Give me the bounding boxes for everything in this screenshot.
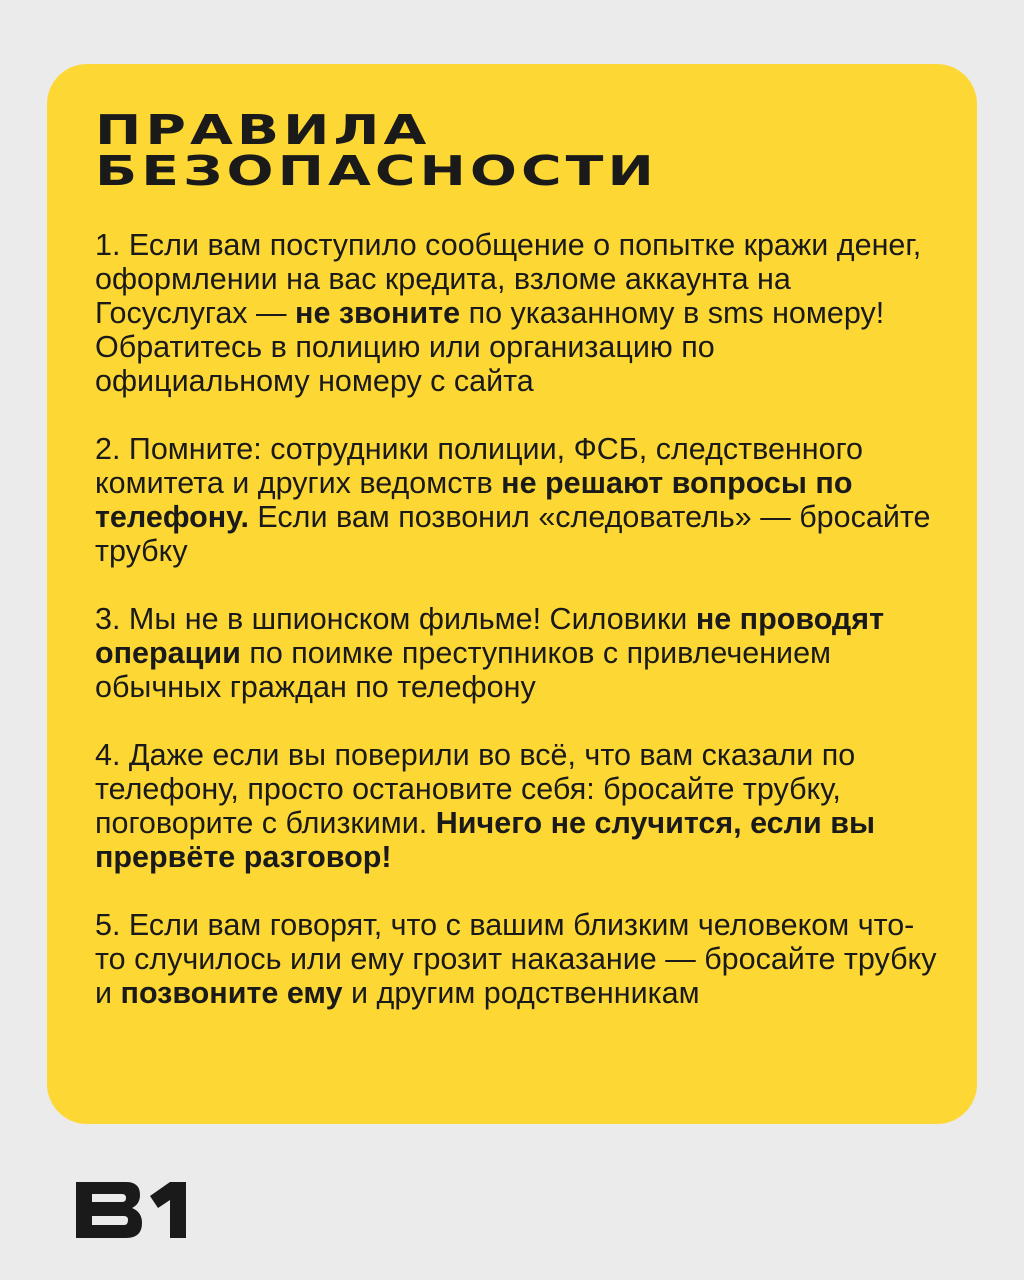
rule-text: Мы не в шпионском фильме! Силовики bbox=[128, 602, 696, 636]
rule-number: 2. bbox=[95, 432, 121, 466]
rule-item bbox=[95, 738, 937, 874]
rule-emphasis: Ничего не случится, если вы прервёте разговор! bbox=[95, 806, 875, 874]
rule-number: 3. bbox=[95, 602, 121, 636]
b1-logo-icon bbox=[74, 1180, 194, 1240]
rule-text: и другим родственникам bbox=[342, 976, 700, 1010]
rule-number: 5. bbox=[95, 908, 121, 942]
rule-emphasis: не звоните bbox=[295, 296, 461, 330]
rule-text: Если вам говорят, что с вашим близким человеком что-то случилось или ему грозит наказание — бросайте трубку и bbox=[95, 908, 937, 1010]
rule-text: по указанному в sms номеру! Обратитесь в полицию или организацию по официальному номеру с сайта bbox=[95, 296, 885, 398]
rule-item bbox=[95, 432, 937, 568]
rule-text: Если вам позвонил «следователь» — бросайте трубку bbox=[95, 500, 931, 568]
title-line-2: БЕЗОПАСНОСТИ bbox=[95, 147, 658, 195]
rule-emphasis: позвоните ему bbox=[120, 976, 343, 1010]
rule-text: по поимке преступников с привлечением обычных граждан по телефону bbox=[95, 636, 832, 704]
rules-list bbox=[95, 228, 937, 1010]
rule-item bbox=[95, 908, 937, 1010]
rule-text: Даже если вы поверили во всё, что вам сказали по телефону, просто остановите себя: бросайте трубку, поговорите с близкими. bbox=[95, 738, 856, 840]
rule-text: Если вам поступило сообщение о попытке кражи денег, оформлении на вас кредита, взломе аккаунта на Госуслугах — bbox=[95, 228, 922, 330]
rule-emphasis: не проводят операции bbox=[95, 602, 885, 670]
rule-emphasis: не решают вопросы по телефону. bbox=[95, 466, 853, 534]
rule-item bbox=[95, 228, 937, 398]
rule-item bbox=[95, 602, 937, 704]
safety-rules-card bbox=[47, 64, 977, 1124]
b1-logo-graphic bbox=[74, 1180, 194, 1240]
rule-number: 1. bbox=[95, 228, 121, 262]
rule-text: Помните: сотрудники полиции, ФСБ, следственного комитета и других ведомств bbox=[95, 432, 863, 500]
title-line-1: ПРАВИЛА bbox=[95, 106, 431, 154]
page-title bbox=[95, 106, 1024, 195]
rule-number: 4. bbox=[95, 738, 121, 772]
